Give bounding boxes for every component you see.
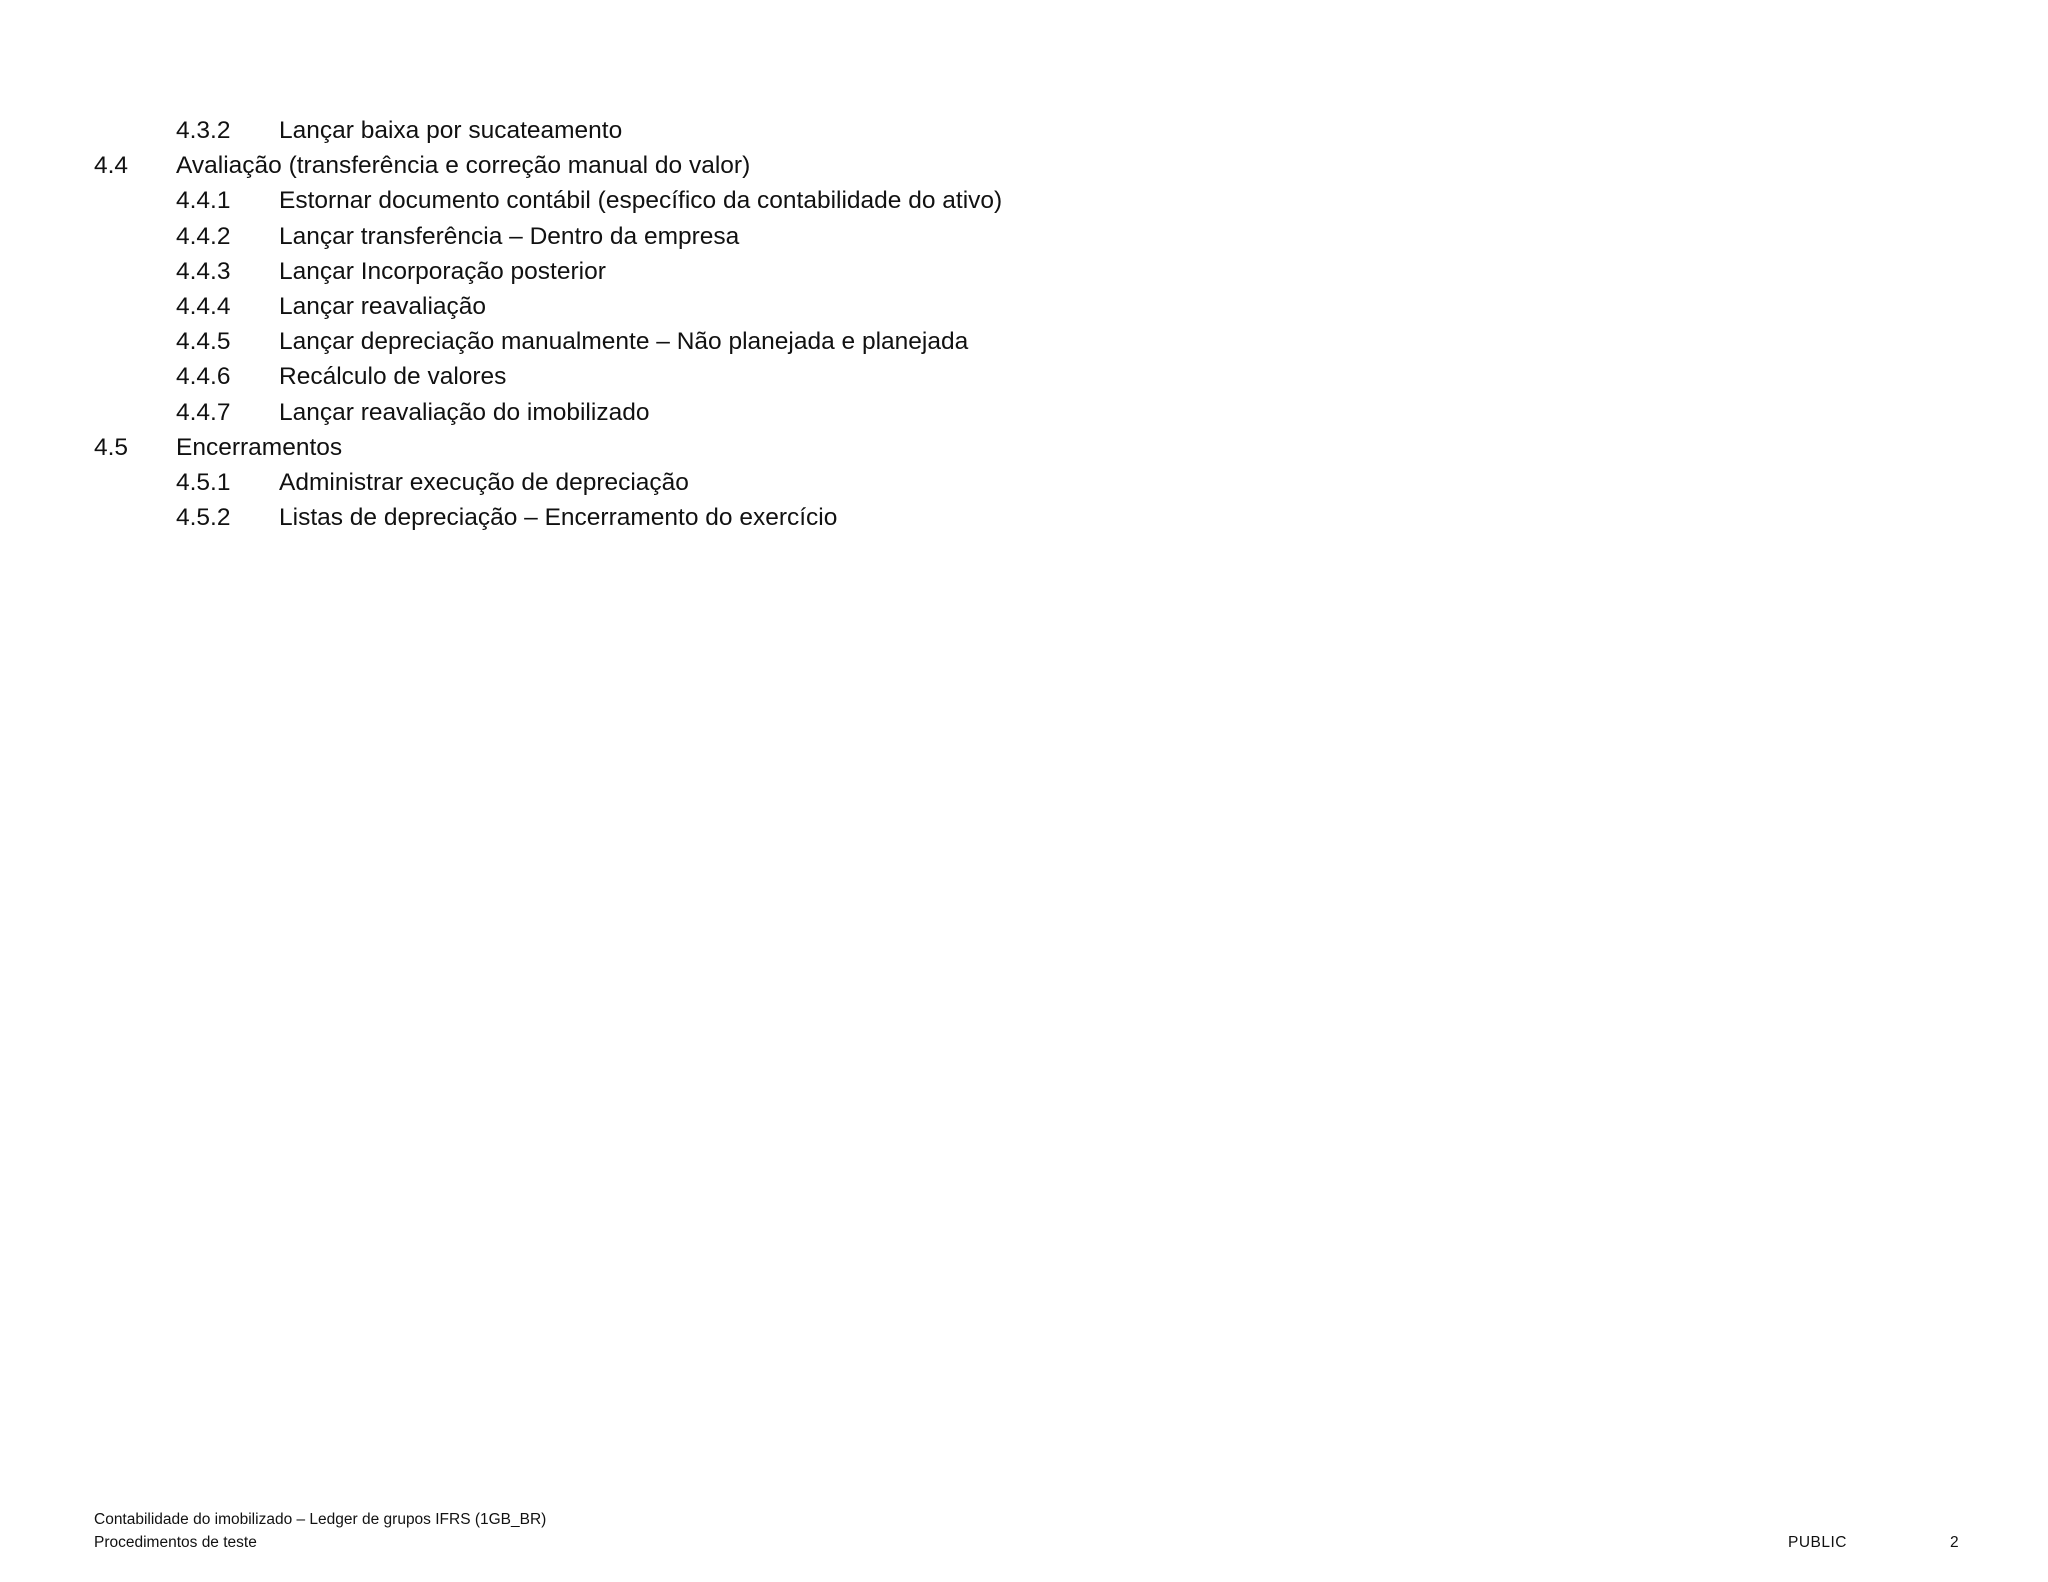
toc-entry[interactable] bbox=[0, 395, 2048, 430]
page-number: 2 bbox=[1950, 1534, 1959, 1551]
toc-entry[interactable] bbox=[0, 183, 2048, 218]
toc-entry-title: Lançar transferência – Dentro da empresa bbox=[279, 222, 740, 250]
toc-entry-title: Avaliação (transferência e correção manual do valor) bbox=[176, 152, 751, 180]
toc-entry-title: Recálculo de valores bbox=[279, 363, 507, 391]
toc-entry-number: 4.4 bbox=[94, 152, 129, 180]
toc-entry[interactable] bbox=[0, 219, 2048, 254]
toc-entry[interactable] bbox=[0, 359, 2048, 394]
toc-entry[interactable] bbox=[0, 324, 2048, 359]
table-of-contents bbox=[0, 113, 2048, 535]
toc-entry-number: 4.3.2 bbox=[176, 117, 231, 144]
toc-entry-title: Encerramentos bbox=[176, 433, 343, 461]
footer-document-subtitle: Procedimentos de teste bbox=[94, 1534, 257, 1551]
toc-entry-title: Lançar depreciação manualmente – Não planejada e planejada bbox=[279, 328, 969, 356]
toc-entry[interactable] bbox=[0, 289, 2048, 324]
toc-entry[interactable] bbox=[0, 254, 2048, 289]
toc-entry-number: 4.4.4 bbox=[176, 292, 231, 320]
toc-entry[interactable] bbox=[0, 465, 2048, 500]
toc-entry-title: Estornar documento contábil (específico da contabilidade do ativo) bbox=[279, 187, 1003, 215]
toc-entry-number: 4.4.5 bbox=[176, 328, 231, 356]
toc-entry-title: Lançar reavaliação bbox=[279, 292, 487, 320]
classification-label: PUBLIC bbox=[1788, 1534, 1847, 1551]
toc-entry-number: 4.4.7 bbox=[176, 398, 231, 426]
toc-entry-number: 4.4.3 bbox=[176, 257, 231, 285]
toc-entry-title: Lançar reavaliação do imobilizado bbox=[279, 398, 650, 426]
toc-entry-number: 4.4.1 bbox=[176, 187, 231, 215]
footer-document-title: Contabilidade do imobilizado – Ledger de grupos IFRS (1GB_BR) bbox=[94, 1511, 547, 1528]
toc-entry-number: 4.5 bbox=[94, 433, 129, 461]
toc-entry[interactable] bbox=[0, 430, 2048, 465]
toc-entry[interactable] bbox=[0, 500, 2048, 535]
toc-entry-title: Listas de depreciação – Encerramento do exercício bbox=[279, 504, 838, 532]
toc-entry-title: Lançar Incorporação posterior bbox=[279, 257, 606, 285]
toc-entry-title: Lançar baixa por sucateamento bbox=[279, 117, 623, 144]
toc-entry-number: 4.5.2 bbox=[176, 504, 231, 532]
toc-entry-number: 4.5.1 bbox=[176, 468, 231, 496]
toc-entry[interactable] bbox=[0, 148, 2048, 183]
toc-entry-number: 4.4.2 bbox=[176, 222, 231, 250]
toc-entry-title: Administrar execução de depreciação bbox=[279, 468, 689, 496]
toc-entry-number: 4.4.6 bbox=[176, 363, 231, 391]
toc-entry[interactable] bbox=[0, 113, 2048, 148]
